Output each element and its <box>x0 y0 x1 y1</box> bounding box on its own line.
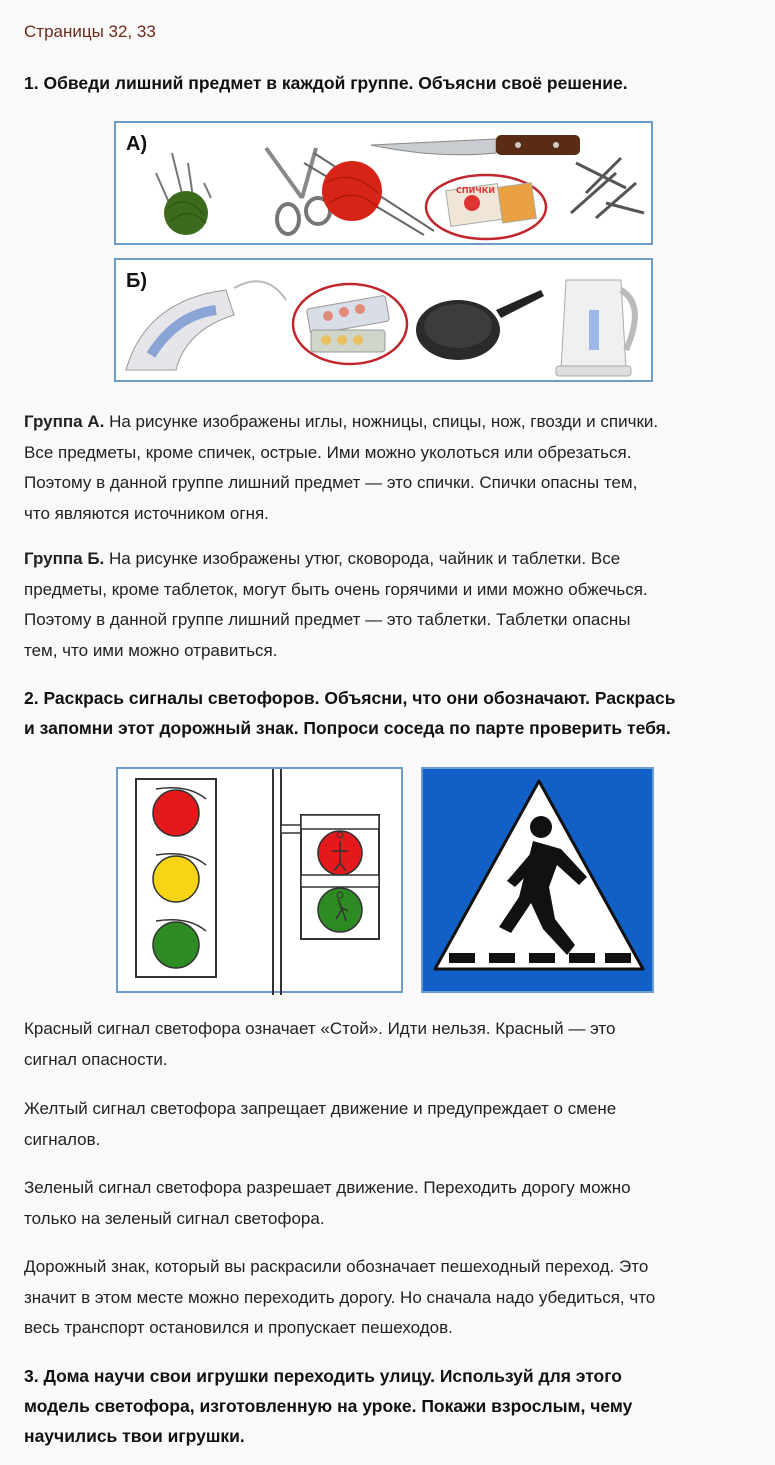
group-b-label: Б) <box>126 270 148 292</box>
kettle-icon <box>556 280 635 376</box>
pages-label: Страницы 32, 33 <box>24 22 156 41</box>
yellow-signal-paragraph: Желтый сигнал светофора запрещает движение и предупреждает о смене сигналов. <box>24 1099 617 1149</box>
task3-heading: 3. Дома научи свои игрушки переходить улицу. Используй для этого модель светофора, изготовленную на уроке. Покажи взрослым, чему научились твои игрушки. <box>24 1366 633 1446</box>
group-b-lead: Группа Б. <box>24 549 105 568</box>
pedestrian-crossing-sign <box>421 767 654 993</box>
green-signal <box>153 922 199 968</box>
group-a-illustration <box>116 123 655 247</box>
vehicle-traffic-light-icon <box>136 779 216 977</box>
group-b-explanation: Группа Б. На рисунке изображены утюг, сковорода, чайник и таблетки. Все предметы, кроме таблеток, могут быть очень горячими и ими можно обжечься. Поэтому в данной группе лишний предмет — это таблетки. Таблетки опасны тем, что ими можно отравиться. <box>24 549 648 660</box>
pedestrian-head-icon <box>530 816 552 838</box>
matchbox-text: СПИЧКИ <box>456 186 495 195</box>
pills-icon <box>293 284 407 364</box>
iron-icon <box>126 281 286 370</box>
crossing-sign-illustration <box>423 769 656 995</box>
frying-pan-icon <box>416 290 544 360</box>
red-signal-paragraph: Красный сигнал светофора означает «Стой». Идти нельзя. Красный — это сигнал опасности. <box>24 1019 616 1069</box>
figure-group-b <box>114 258 653 382</box>
traffic-lights-illustration <box>118 769 405 995</box>
crossing-sign-paragraph: Дорожный знак, который вы раскрасили обозначает пешеходный переход. Это значит в этом месте можно переходить дорогу. Но сначала надо убедиться, что весь транспорт остановился и пропускает пешеходов. <box>24 1257 656 1337</box>
group-a-explanation: Группа А. На рисунке изображены иглы, ножницы, спицы, нож, гвозди и спички. Все предметы, кроме спичек, острые. Ими можно уколоться или обрезаться. Поэтому в данной группе лишний предмет — это спички. Спички опасны тем, что являются источником огня. <box>24 412 659 523</box>
figure-group-a <box>114 121 653 245</box>
nails-icon <box>571 158 644 218</box>
yellow-signal <box>153 856 199 902</box>
traffic-lights-figure <box>116 767 403 993</box>
scissors-icon <box>266 148 330 234</box>
group-a-label: А) <box>126 133 148 155</box>
task2-heading: 2. Раскрась сигналы светофоров. Объясни, что они обозначают. Раскрась и запомни этот дорожный знак. Попроси соседа по парте проверить тебя. <box>24 688 676 738</box>
knife-icon <box>371 135 580 155</box>
pedestrian-green-signal <box>318 888 362 932</box>
group-b-illustration <box>116 260 655 384</box>
needles-yarn-icon <box>156 153 211 235</box>
task1-heading: 1. Обведи лишний предмет в каждой группе. Объясни своё решение. <box>24 73 628 93</box>
group-a-lead: Группа А. <box>24 412 105 431</box>
red-signal <box>153 790 199 836</box>
matchbox-icon <box>426 175 546 239</box>
pedestrian-traffic-light-icon <box>273 769 379 995</box>
green-signal-paragraph: Зеленый сигнал светофора разрешает движение. Переходить дорогу можно только на зеленый сигнал светофора. <box>24 1178 631 1228</box>
